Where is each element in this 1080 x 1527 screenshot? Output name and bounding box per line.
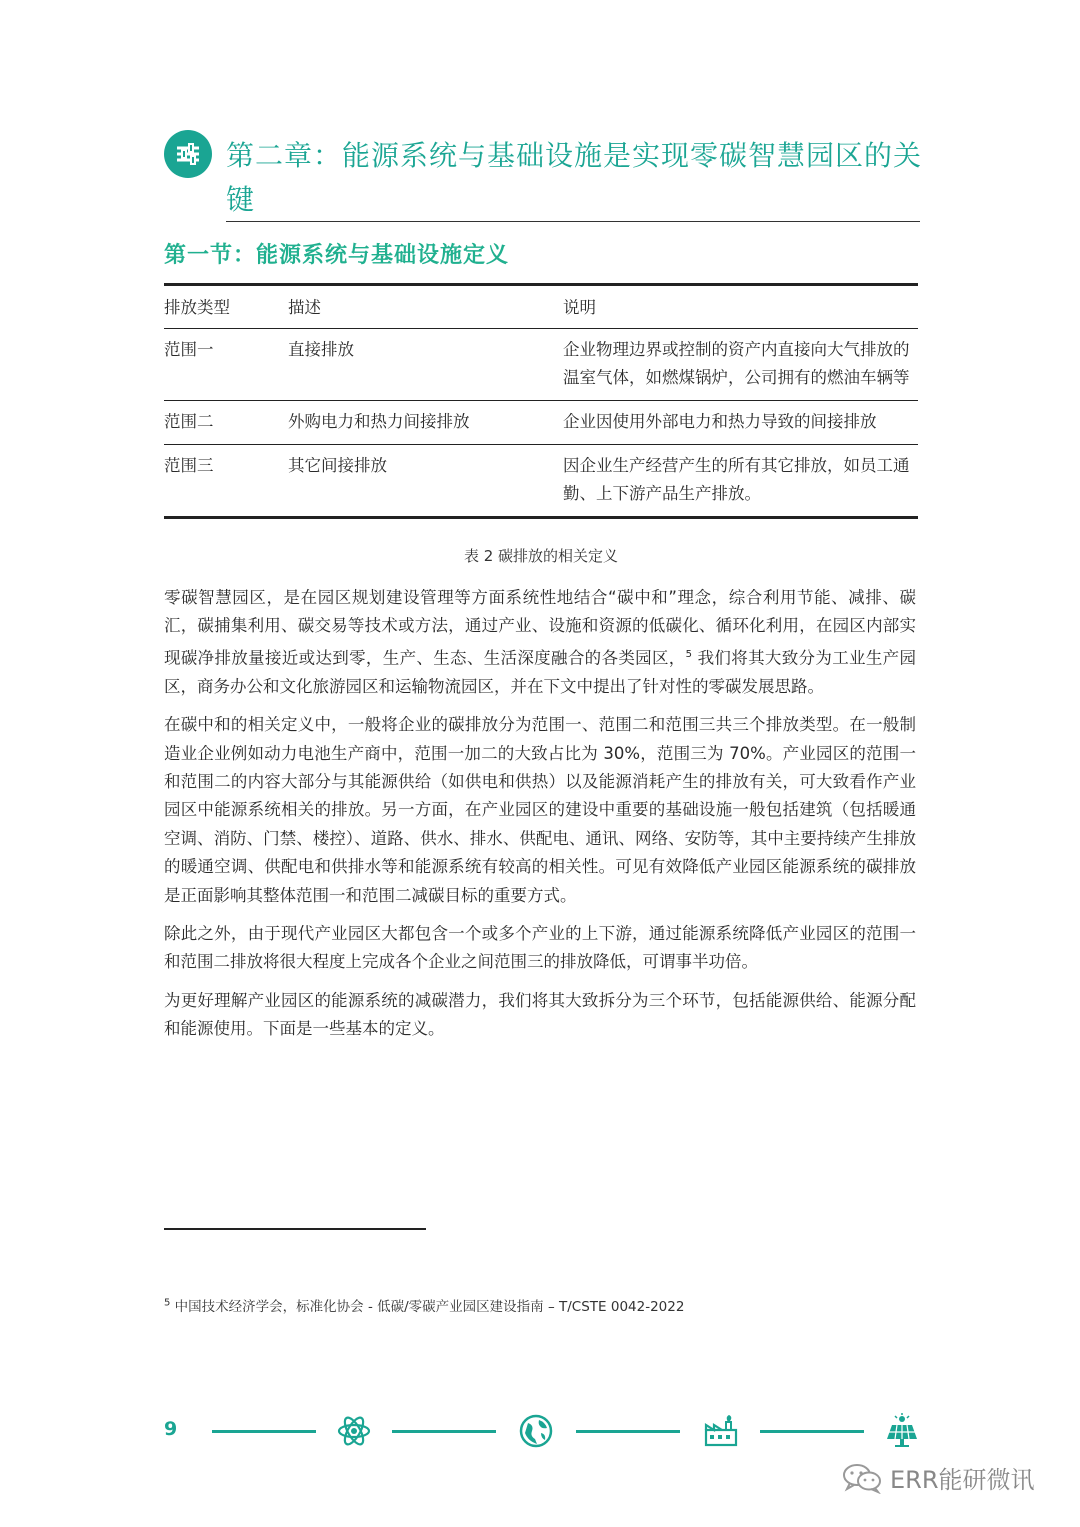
table-row [164, 445, 918, 518]
body-text [164, 584, 916, 1054]
footnote-marker: 5 [164, 1297, 171, 1309]
paragraph-text: 零碳智慧园区，是在园区规划建设管理等方面系统性地结合“碳中和”理念，综合利用节能、减排、碳汇，碳捕集利用、碳交易等技术或方法，通过产业、设施和资源的低碳化、循环化利用，在园区内部实现碳净排放量接近或达到零，生产、生态、生活深度融合的各类园区， [164, 588, 916, 668]
emissions-table [164, 283, 918, 519]
footer-divider [576, 1430, 680, 1433]
paragraph: 除此之外，由于现代产业园区大都包含一个或多个产业的上下游，通过能源系统降低产业园区的范围一和范围二排放将很大程度上完成各个企业之间范围三的排放降低，可谓事半功倍。 [164, 923, 916, 972]
footnote [164, 1295, 684, 1315]
factory-icon [703, 1413, 739, 1449]
watermark-text: ERR能研微讯 [890, 1466, 1035, 1494]
table-cell: 范围二 [164, 401, 288, 445]
table-row [164, 401, 918, 445]
footer-divider [392, 1430, 496, 1433]
chapter-icon [164, 130, 212, 178]
watermark [842, 1460, 1035, 1495]
table-cell: 企业因使用外部电力和热力导致的间接排放 [563, 401, 918, 445]
table-row [164, 329, 918, 401]
paragraph [164, 584, 916, 701]
table-header-cell: 排放类型 [164, 285, 288, 329]
paragraph: 为更好理解产业园区的能源系统的减碳潜力，我们将其大致拆分为三个环节，包括能源供给、能源分配和能源使用。下面是一些基本的定义。 [164, 990, 916, 1039]
table-cell: 范围一 [164, 329, 288, 401]
table-header-row [164, 285, 918, 329]
paragraph: 在碳中和的相关定义中，一般将企业的碳排放分为范围一、范围二和范围三共三个排放类型。在一般制造业企业例如动力电池生产商中，范围一加二的大致占比为 30%，范围三为 70%。产业园区的范围一和范围二的内容大部分与其能源供给（如供电和供热）以及能源消耗产生的排放有关，可大致看作产业园区中能源系统相关的排放。另一方面，在产业园区的建设中重要的基础设施一般包括建筑（包括暖通空调、消防、门禁、楼控）、道路、供水、排水、供配电、通讯、网络、安防等，其中主要持续产生排放的暖通空调、供配电和供排水等和能源系统有较高的相关性。可见有效降低产业园区能源系统的碳排放是正面影响其整体范围一和范围二减碳目标的重要方式。 [164, 715, 916, 905]
table-cell: 直接排放 [288, 329, 563, 401]
footnote-reference: 5 [685, 648, 693, 660]
footer-divider [760, 1430, 864, 1433]
table-header-cell: 说明 [563, 285, 918, 329]
solar-panel-icon [884, 1413, 920, 1449]
footnote-divider [164, 1228, 426, 1230]
table-caption: 表 2 碳排放的相关定义 [463, 547, 619, 565]
globe-icon [518, 1413, 554, 1449]
table-cell: 其它间接排放 [288, 445, 563, 518]
paragraph-text: 我们将其大致分为工业生产园区，商务办公和文化旅游园区和运输物流园区，并在下文中提出了针对性的零碳发展思路。 [164, 648, 917, 696]
chapter-divider [226, 221, 920, 222]
table-cell: 外购电力和热力间接排放 [288, 401, 563, 445]
table-header-cell: 描述 [288, 285, 563, 329]
table-cell: 因企业生产经营产生的所有其它排放，如员工通勤、上下游产品生产排放。 [563, 445, 918, 518]
sliders-icon [173, 139, 203, 169]
wechat-icon [842, 1462, 882, 1494]
chapter-title: 第二章：能源系统与基础设施是实现零碳智慧园区的关键 [226, 139, 923, 216]
table-cell: 范围三 [164, 445, 288, 518]
footer-divider [212, 1430, 316, 1433]
table-cell: 企业物理边界或控制的资产内直接向大气排放的温室气体，如燃煤锅炉，公司拥有的燃油车辆等 [563, 329, 918, 401]
footnote-text: 中国技术经济学会，标准化协会 - 低碳/零碳产业园区建设指南 – T/CSTE 0042-2022 [174, 1299, 685, 1315]
section-title: 第一节：能源系统与基础设施定义 [164, 243, 510, 268]
atom-icon [336, 1413, 372, 1449]
page-number: 9 [164, 1418, 178, 1440]
